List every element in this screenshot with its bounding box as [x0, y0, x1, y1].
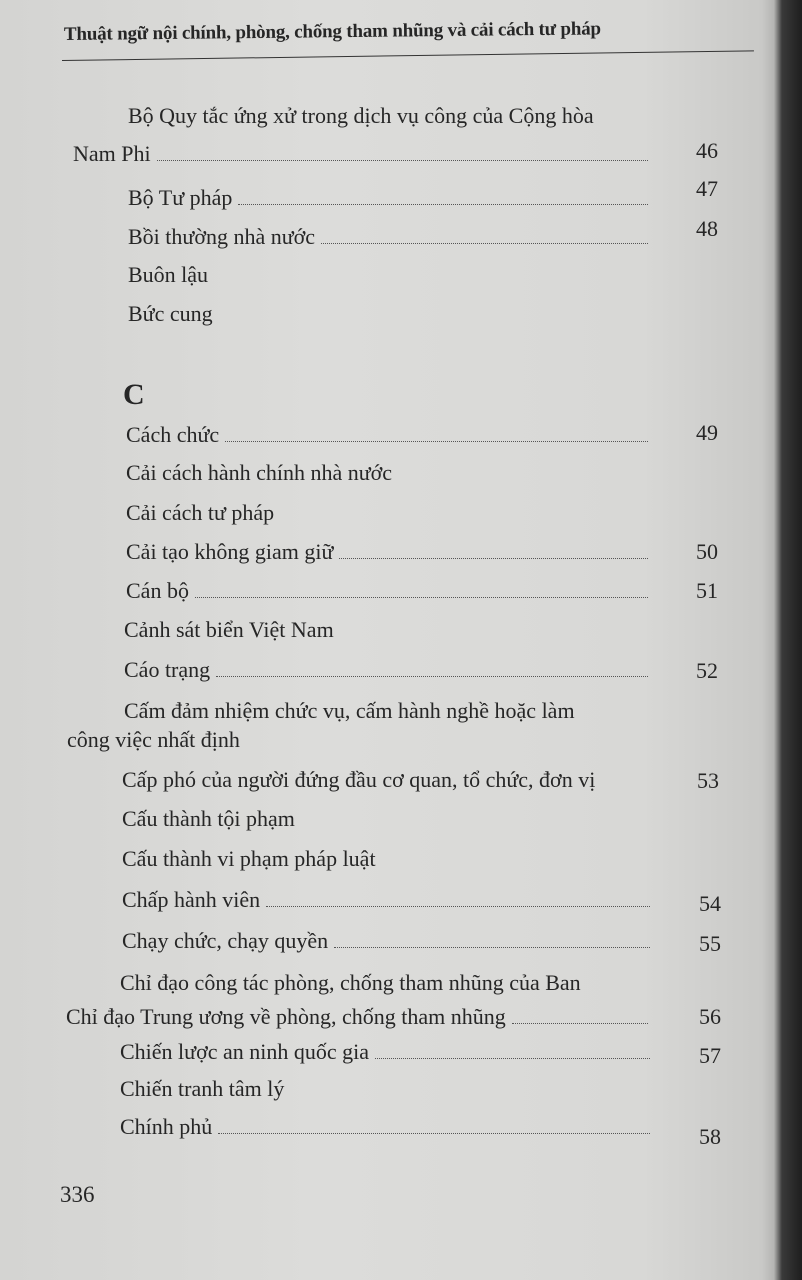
entry-text: Chỉ đạo Trung ương về phòng, chống tham nhũng — [66, 1004, 506, 1029]
dot-leader — [266, 905, 650, 907]
index-entry — [128, 185, 648, 211]
index-entry — [120, 1039, 650, 1065]
index-entry — [67, 727, 240, 753]
entry-text: Cáo trạng — [124, 657, 211, 682]
dot-leader — [218, 1132, 650, 1134]
dot-leader — [334, 946, 650, 948]
index-entry — [120, 1114, 650, 1140]
dot-leader — [375, 1057, 650, 1059]
index-entry — [126, 460, 392, 486]
dot-leader — [321, 242, 648, 244]
index-entry — [124, 657, 648, 683]
entry-text: Chiến tranh tâm lý — [120, 1076, 285, 1101]
page-ref: 49 — [696, 420, 718, 445]
section-letter: C — [123, 378, 145, 411]
index-entry — [124, 617, 334, 643]
dot-leader — [225, 440, 648, 442]
entry-text: Cải cách tư pháp — [126, 500, 275, 525]
dot-leader — [238, 203, 648, 205]
entry-text: Cấm đảm nhiệm chức vụ, cấm hành nghề hoặc làm — [124, 698, 575, 723]
index-entry — [122, 846, 376, 872]
dot-leader — [157, 159, 648, 161]
index-entry — [124, 698, 575, 724]
page-ref: 54 — [699, 891, 721, 916]
index-entry — [122, 806, 295, 832]
dot-leader — [195, 596, 648, 598]
dot-leader — [512, 1022, 648, 1024]
page-ref: 51 — [696, 578, 718, 603]
dot-leader — [216, 675, 648, 677]
page-ref: 57 — [699, 1043, 721, 1068]
entry-text: Chạy chức, chạy quyền — [122, 928, 329, 953]
entry-text: Cấp phó của người đứng đầu cơ quan, tổ chức, đơn vị — [122, 767, 596, 792]
running-header: Thuật ngữ nội chính, phòng, chống tham nhũng và cải cách tư pháp — [63, 18, 601, 45]
index-entry — [128, 301, 213, 327]
entry-text: Chính phủ — [120, 1114, 213, 1139]
entry-text: Chấp hành viên — [122, 887, 261, 912]
entry-text: Bộ Tư pháp — [128, 185, 233, 210]
index-entry — [66, 1004, 648, 1030]
index-entry — [122, 767, 595, 793]
page-ref: 48 — [696, 216, 718, 241]
page-number: 336 — [60, 1182, 95, 1207]
index-entry — [126, 422, 648, 448]
page-ref: 47 — [696, 176, 718, 201]
index-entry — [128, 224, 648, 250]
page-ref: 50 — [696, 539, 718, 564]
entry-text: Cải cách hành chính nhà nước — [126, 460, 393, 485]
entry-text: Cán bộ — [126, 578, 189, 603]
page-ref: 46 — [696, 138, 718, 163]
index-entry — [126, 578, 648, 604]
page-ref: 52 — [696, 658, 718, 683]
entry-text: Chỉ đạo công tác phòng, chống tham nhũng của Ban — [120, 970, 581, 995]
entry-text: Cải tạo không giam giữ — [126, 539, 334, 564]
page-ref: 55 — [699, 931, 721, 956]
entry-text: Cảnh sát biển Việt Nam — [124, 617, 334, 642]
index-entry — [128, 103, 594, 129]
page-ref: 53 — [697, 768, 719, 793]
entry-text: Cấu thành tội phạm — [122, 806, 295, 831]
entry-text: Cấu thành vi phạm pháp luật — [122, 846, 376, 871]
entry-text: Buôn lậu — [128, 262, 209, 287]
header-rule — [62, 50, 754, 61]
entry-text: công việc nhất định — [67, 727, 240, 752]
dot-leader — [339, 557, 648, 559]
index-entry — [128, 262, 208, 288]
index-entry — [126, 500, 274, 526]
entry-text: Nam Phi — [73, 141, 151, 166]
index-entry — [122, 887, 650, 913]
entry-text: Bộ Quy tắc ứng xử trong dịch vụ công của Cộng hòa — [128, 103, 594, 128]
index-entry — [120, 970, 581, 996]
index-entry — [126, 539, 648, 565]
index-entry — [73, 141, 648, 167]
index-entry — [120, 1076, 284, 1102]
entry-text: Chiến lược an ninh quốc gia — [120, 1039, 370, 1064]
index-entry — [122, 928, 650, 954]
entry-text: Bồi thường nhà nước — [128, 224, 316, 249]
page-ref: 56 — [699, 1004, 721, 1029]
entry-text: Bức cung — [128, 301, 213, 326]
entry-text: Cách chức — [126, 422, 220, 447]
page-ref: 58 — [699, 1124, 721, 1149]
